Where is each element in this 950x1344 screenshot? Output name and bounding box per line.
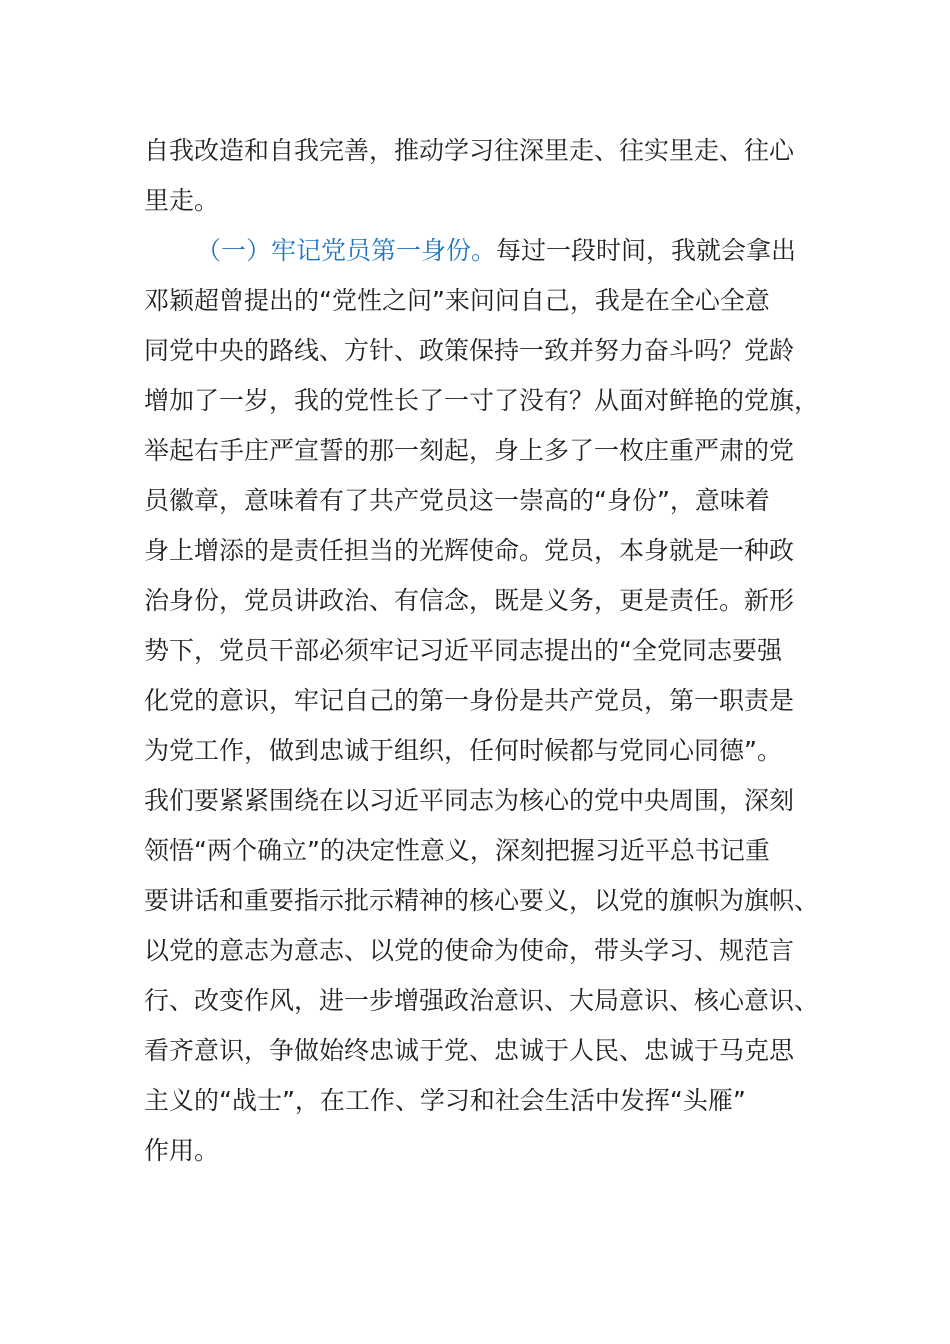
document-body	[144, 126, 824, 1176]
text-line: 举起右手庄严宣誓的那一刻起，身上多了一枚庄重严肃的党	[144, 436, 795, 465]
text-line: 治身份，党员讲政治、有信念，既是义务，更是责任。新形	[144, 586, 795, 615]
text-line: 主义的“战士”，在工作、学习和社会生活中发挥“头雁”	[144, 1086, 746, 1115]
text-line: 化党的意识，牢记自己的第一身份是共产党员，第一职责是	[144, 686, 795, 715]
text-line: 看齐意识，争做始终忠诚于党、忠诚于人民、忠诚于马克思	[144, 1036, 795, 1065]
text-line: 增加了一岁，我的党性长了一寸了没有？从面对鲜艳的党旗，	[144, 386, 820, 415]
text-line: 身上增添的是责任担当的光辉使命。党员，本身就是一种政	[144, 536, 795, 565]
text-line: 我们要紧紧围绕在以习近平同志为核心的党中央周围，深刻	[144, 786, 795, 815]
text-line: 为党工作，做到忠诚于组织，任何时候都与党同心同德”。	[144, 736, 782, 765]
text-line: 同党中央的路线、方针、政策保持一致并努力奋斗吗？党龄	[144, 336, 795, 365]
section-first-line	[144, 226, 824, 276]
text-line: 行、改变作风，进一步增强政治意识、大局意识、核心意识、	[144, 986, 820, 1015]
text-line: 自我改造和自我完善，推动学习往深里走、往实里走、往心	[144, 136, 795, 165]
paragraph-continuation	[144, 126, 824, 226]
section-heading: （一）牢记党员第一身份。	[196, 236, 497, 265]
text-run: 每过一段时间，我就会拿出	[496, 236, 797, 265]
text-line: 要讲话和重要指示批示精神的核心要义，以党的旗帜为旗帜、	[144, 886, 820, 915]
text-line: 势下，党员干部必须牢记习近平同志提出的“全党同志要强	[144, 636, 782, 665]
text-line: 邓颖超曾提出的“党性之问”来问问自己，我是在全心全意	[144, 286, 770, 315]
text-line: 里走。	[144, 186, 220, 215]
paragraph-section-one	[144, 226, 824, 1176]
text-line: 员徽章，意味着有了共产党员这一崇高的“身份”，意味着	[144, 486, 770, 515]
text-line: 作用。	[144, 1136, 220, 1165]
text-line: 以党的意志为意志、以党的使命为使命，带头学习、规范言	[144, 936, 795, 965]
text-line: 领悟“两个确立”的决定性意义，深刻把握习近平总书记重	[144, 836, 770, 865]
